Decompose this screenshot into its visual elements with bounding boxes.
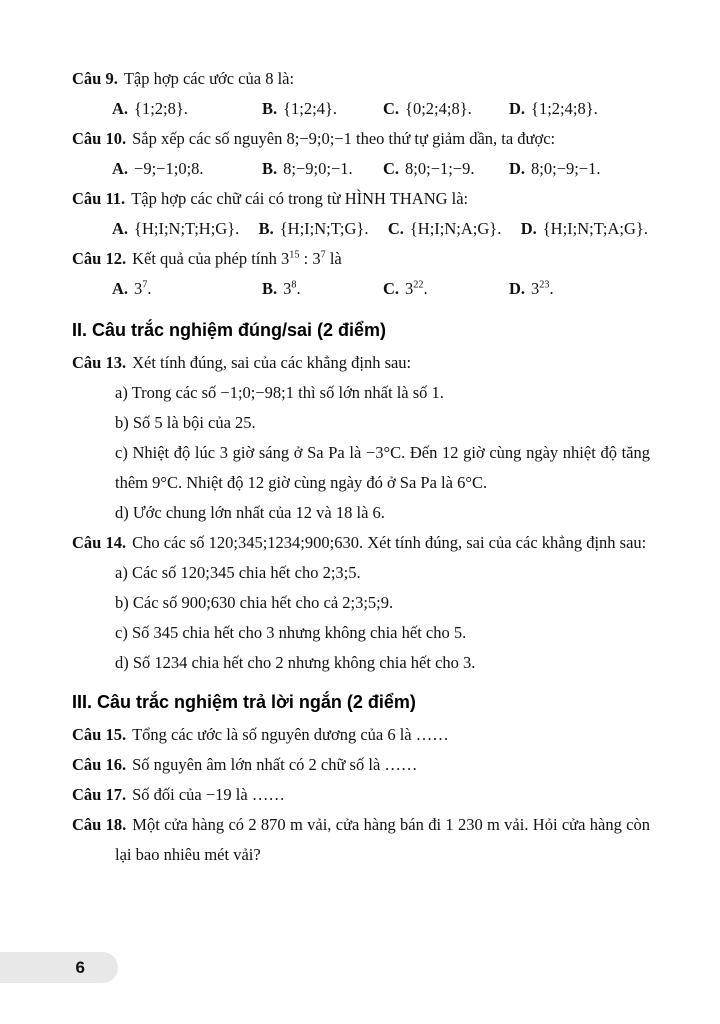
document-body [72, 64, 650, 870]
question-11-option-d [521, 214, 648, 244]
option-key: D. [509, 279, 526, 298]
question-11 [72, 184, 650, 214]
question-14-label: Câu 14. [72, 533, 127, 552]
option-key: A. [112, 159, 129, 178]
option-value: −9;−1;0;8. [134, 159, 204, 178]
question-13-item-c: c) Nhiệt độ lúc 3 giờ sáng ở Sa Pa là −3°C. Đến 12 giờ cùng ngày nhiệt độ tăng thêm 9°C. Nhiệt độ 12 giờ cùng ngày đó ở Sa Pa là 6°C. [115, 443, 650, 492]
option-key: C. [383, 159, 400, 178]
question-12-option-b [262, 274, 383, 304]
question-13-label: Câu 13. [72, 353, 127, 372]
option-value: $3^8$. [283, 279, 301, 298]
question-14-text: Cho các số 120;345;1234;900;630. Xét tính đúng, sai của các khẳng định sau: [132, 533, 647, 552]
option-key: B. [262, 99, 278, 118]
question-10-option-b [262, 154, 383, 184]
option-value: $3^{22}$. [405, 279, 428, 298]
option-value: {1;2;8}. [134, 99, 188, 118]
question-9-label: Câu 9. [72, 69, 118, 88]
question-9 [72, 64, 650, 94]
option-value: $3^7$. [134, 279, 152, 298]
question-11-option-a [112, 214, 239, 244]
question-12 [72, 244, 650, 274]
question-10-label: Câu 10. [72, 129, 127, 148]
question-9-option-c [383, 94, 509, 124]
option-value: {H;I;N;A;G}. [409, 219, 502, 238]
question-14-item-a: a) Các số 120;345 chia hết cho 2;3;5. [115, 563, 361, 582]
question-10-text: Sắp xếp các số nguyên 8;−9;0;−1 theo thứ tự giảm dần, ta được: [132, 129, 556, 148]
option-value: {H;I;N;T;H;G}. [134, 219, 240, 238]
power-exponent: 7 [320, 249, 326, 261]
question-10 [72, 124, 650, 154]
option-key: B. [262, 159, 278, 178]
option-value: 8;0;−9;−1. [531, 159, 601, 178]
question-18 [72, 810, 650, 870]
option-key: B. [258, 219, 274, 238]
question-10-option-c [383, 154, 509, 184]
question-17-text: Số đối của −19 là …… [132, 785, 285, 804]
question-17-label: Câu 17. [72, 785, 127, 804]
option-value: {0;2;4;8}. [405, 99, 472, 118]
question-9-option-d [509, 94, 650, 124]
option-value: {H;I;N;T;G}. [279, 219, 369, 238]
option-key: D. [509, 159, 526, 178]
option-key: B. [262, 279, 278, 298]
power-exponent: 15 [289, 249, 300, 261]
operator: : [299, 249, 313, 268]
question-12-option-c [383, 274, 509, 304]
power-base: 3 [312, 249, 321, 268]
option-key: A. [112, 279, 129, 298]
question-9-text: Tập hợp các ước của 8 là: [123, 69, 295, 88]
question-14 [72, 528, 650, 558]
option-value: {H;I;N;T;A;G}. [542, 219, 648, 238]
section-heading-3: III. Câu trắc nghiệm trả lời ngắn (2 điểm) [72, 692, 416, 712]
option-key: A. [112, 219, 129, 238]
question-18-label: Câu 18. [72, 815, 127, 834]
question-18-text: Một cửa hàng có 2 870 m vải, cửa hàng bán đi 1 230 m vải. Hỏi cửa hàng còn lại bao nhiêu mét vải? [115, 815, 650, 864]
option-value: 8;0;−1;−9. [405, 159, 475, 178]
question-12-text: Kết quả của phép tính [132, 249, 282, 268]
question-17 [72, 780, 650, 810]
question-9-option-a [112, 94, 262, 124]
option-key: C. [383, 99, 400, 118]
option-key: C. [387, 219, 404, 238]
question-16-text: Số nguyên âm lớn nhất có 2 chữ số là …… [132, 755, 418, 774]
page-number-badge: 6 [0, 952, 118, 983]
power-base: 3 [281, 249, 290, 268]
question-12-option-d [509, 274, 650, 304]
question-11-options [72, 214, 650, 244]
question-13-text: Xét tính đúng, sai của các khẳng định sau: [132, 353, 412, 372]
question-10-options [72, 154, 650, 184]
question-14-item-b: b) Các số 900;630 chia hết cho cả 2;3;5;9. [115, 593, 394, 612]
question-16 [72, 750, 650, 780]
question-10-option-d [509, 154, 650, 184]
question-13-item-d: d) Ước chung lớn nhất của 12 và 18 là 6. [115, 503, 385, 522]
question-9-options [72, 94, 650, 124]
question-15 [72, 720, 650, 750]
question-12-options [72, 274, 650, 304]
question-15-label: Câu 15. [72, 725, 127, 744]
option-value: $3^{23}$. [531, 279, 554, 298]
question-12-text-tail: là [325, 249, 342, 268]
question-11-option-c [388, 214, 502, 244]
question-12-label: Câu 12. [72, 249, 127, 268]
question-13-item-a: a) Trong các số −1;0;−98;1 thì số lớn nhất là số 1. [115, 383, 444, 402]
option-key: D. [509, 99, 526, 118]
option-key: C. [383, 279, 400, 298]
question-16-label: Câu 16. [72, 755, 127, 774]
option-value: 8;−9;0;−1. [283, 159, 353, 178]
option-key: A. [112, 99, 129, 118]
question-13 [72, 348, 650, 378]
section-heading-2: II. Câu trắc nghiệm đúng/sai (2 điểm) [72, 320, 387, 340]
option-value: {1;2;4;8}. [531, 99, 598, 118]
question-10-option-a [112, 154, 262, 184]
question-14-item-d: d) Số 1234 chia hết cho 2 nhưng không chia hết cho 3. [115, 653, 476, 672]
question-13-item-b: b) Số 5 là bội của 25. [115, 413, 256, 432]
question-12-option-a [112, 274, 262, 304]
question-11-option-b [259, 214, 369, 244]
question-11-label: Câu 11. [72, 189, 126, 208]
option-key: D. [520, 219, 537, 238]
question-14-item-c: c) Số 345 chia hết cho 3 nhưng không chia hết cho 5. [115, 623, 467, 642]
option-value: {1;2;4}. [283, 99, 338, 118]
question-15-text: Tổng các ước là số nguyên dương của 6 là …… [132, 725, 449, 744]
question-9-option-b [262, 94, 383, 124]
question-11-text: Tập hợp các chữ cái có trong từ HÌNH THANG là: [131, 189, 469, 208]
